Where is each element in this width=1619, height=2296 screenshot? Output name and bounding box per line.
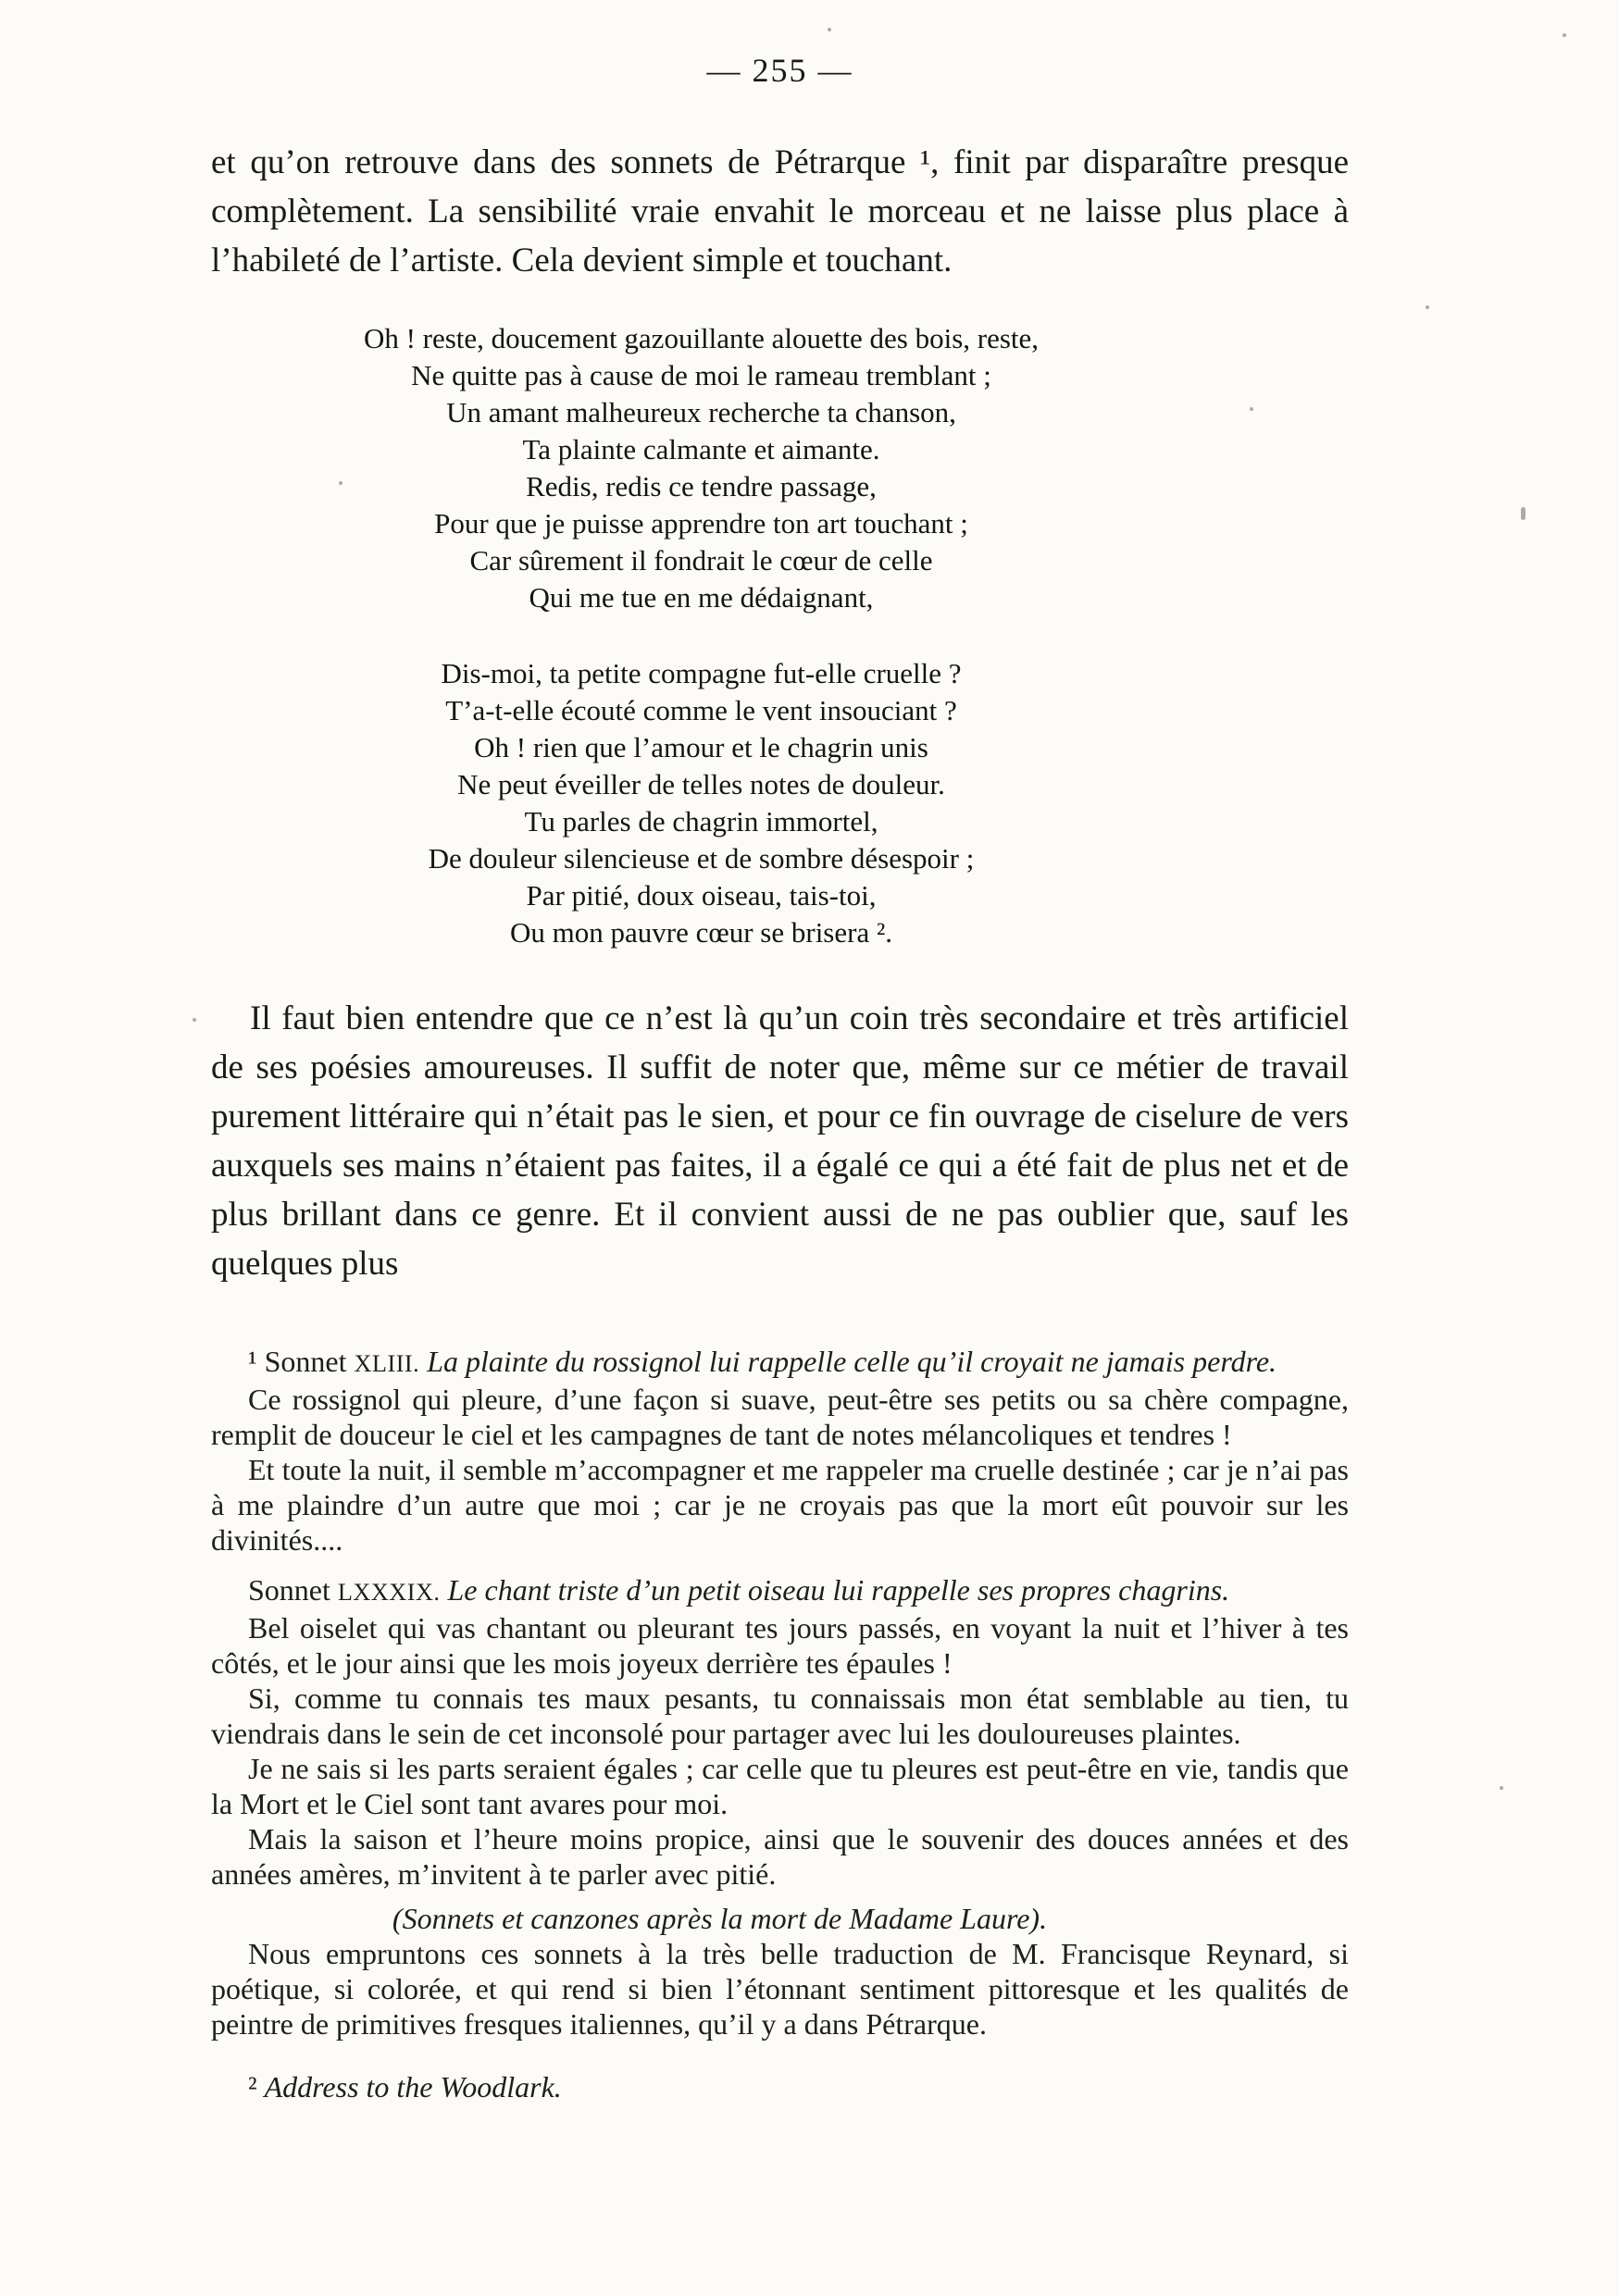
footnote-1-paragraph-1: Ce rossignol qui pleure, d’une façon si suave, peut-être ses petits ou sa chère compagne, remplit de douceur le ciel et les campagnes de tant de notes mélancoliques et tendres !	[211, 1383, 1349, 1451]
footnote-2-marker: ²	[248, 2070, 257, 2104]
poem-line: De douleur silencieuse et de sombre désespoir ;	[428, 842, 975, 875]
footnote-1-numeral: XLIII.	[354, 1350, 420, 1377]
footnote-1-heading	[211, 1344, 1349, 1382]
footnote-2	[211, 2069, 1349, 2104]
poem-line: Car sûrement il fondrait le cœur de celle	[469, 544, 933, 577]
poem-line: Dis-moi, ta petite compagne fut-elle cruelle ?	[441, 657, 962, 689]
poem-line: Oh ! reste, doucement gazouillante alouette des bois, reste,	[363, 322, 1040, 354]
scan-speckle	[1250, 407, 1253, 411]
poem-line: Tu parles de chagrin immortel,	[524, 805, 878, 838]
poem-line: Un amant malheureux recherche ta chanson,	[446, 396, 956, 428]
poem-line: Ne quitte pas à cause de moi le rameau tremblant ;	[411, 359, 991, 391]
footnote-sonnet-2-numeral: LXXXIX.	[337, 1579, 441, 1606]
footnote-1-marker: ¹ Sonnet	[248, 1345, 347, 1378]
footnote-sonnet-2-paragraph-2: Si, comme tu connais tes maux pesants, tu connaissais mon état semblable au tien, tu viendrais dans le sein de cet inconsolé pour partager avec lui les douloureuses plaintes.	[211, 1682, 1349, 1750]
footnotes-section	[211, 1344, 1349, 2104]
poem-line: Redis, redis ce tendre passage,	[526, 470, 877, 503]
page-number: — 255 —	[706, 52, 853, 89]
footnote-sonnet-2-paragraph-3: Je ne sais si les parts seraient égales ; car celle que tu pleures est peut-être en vie, tandis que la Mort et le Ciel sont tant avares pour moi.	[211, 1752, 1349, 1820]
poem	[211, 320, 1191, 951]
scan-speckle	[1426, 305, 1429, 309]
footnote-2-text: Address to the Woodlark.	[264, 2070, 562, 2104]
footnote-sonnet-2-label: Sonnet	[248, 1573, 330, 1607]
poem-line: Ta plainte calmante et aimante.	[522, 433, 880, 465]
scan-speckle	[1521, 507, 1526, 520]
footnote-credit-paragraph: Nous empruntons ces sonnets à la très belle traduction de M. Francisque Reynard, si poétique, si colorée, et qui rend si bien l’étonnant sentiment pittoresque et les qualités de peintre de primitives fresques italiennes, qu’il y a dans Pétrarque.	[211, 1937, 1349, 2041]
footnote-source-line: (Sonnets et canzones après la mort de Madame Laure).	[392, 1902, 1048, 1935]
poem-line: Oh ! rien que l’amour et le chagrin unis	[474, 731, 928, 763]
body-paragraph-2: Il faut bien entendre que ce n’est là qu’un coin très secondaire et très artificiel de ses poésies amoureuses. Il suffit de noter que, même sur ce métier de travail purement littéraire qui n’était pas le sien, et pour ce fin ouvrage de ciselure de vers auxquels ses mains n’étaient pas faites, il a égalé ce qui a été fait de plus net et de plus brillant dans ce genre. Et il convient aussi de ne pas oublier que, sauf les quelques plus	[211, 999, 1349, 1283]
footnote-1-paragraph-2: Et toute la nuit, il semble m’accompagner et me rappeler ma cruelle destinée ; car je n’ai pas à me plaindre d’un autre que moi ; car je ne croyais pas que la mort eût pouvoir sur les divinités....	[211, 1453, 1349, 1557]
poem-stanza-1	[211, 320, 1191, 616]
poem-line: Par pitié, doux oiseau, tais-toi,	[526, 879, 877, 912]
scan-speckle	[1500, 1786, 1503, 1790]
footnote-sonnet-2-paragraph-1: Bel oiselet qui vas chantant ou pleurant tes jours passés, en voyant la nuit et l’hiver à tes côtés, et le jour ainsi que les mois joyeux derrière tes épaules !	[211, 1611, 1349, 1680]
footnote-sonnet-2-paragraph-4: Mais la saison et l’heure moins propice, ainsi que le souvenir des douces années et des années amères, m’invitent à te parler avec pitié.	[211, 1822, 1349, 1891]
scan-speckle	[339, 481, 342, 485]
poem-line: Qui me tue en me dédaignant,	[529, 581, 874, 614]
poem-line: Ne peut éveiller de telles notes de douleur.	[457, 768, 945, 800]
footnote-1-title: La plainte du rossignol lui rappelle celle qu’il croyait ne jamais perdre.	[427, 1345, 1277, 1378]
scan-speckle	[828, 28, 831, 31]
scan-speckle	[193, 1018, 196, 1022]
footnote-sonnet-2-title: Le chant triste d’un petit oiseau lui rappelle ses propres chagrins.	[447, 1573, 1230, 1607]
poem-line: Ou mon pauvre cœur se brisera ².	[509, 916, 893, 949]
poem-stanza-2	[211, 655, 1191, 951]
poem-line: T’a-t-elle écouté comme le vent insouciant ?	[445, 694, 957, 726]
poem-line: Pour que je puisse apprendre ton art touchant ;	[434, 507, 968, 540]
body-paragraph-1: et qu’on retrouve dans des sonnets de Pétrarque ¹, finit par disparaître presque complètement. La sensibilité vraie envahit le morceau et ne laisse plus place à l’habileté de l’artiste. Cela devient simple et touchant.	[211, 143, 1349, 279]
footnote-sonnet-2-heading	[211, 1572, 1349, 1610]
scan-speckle	[1563, 33, 1566, 37]
